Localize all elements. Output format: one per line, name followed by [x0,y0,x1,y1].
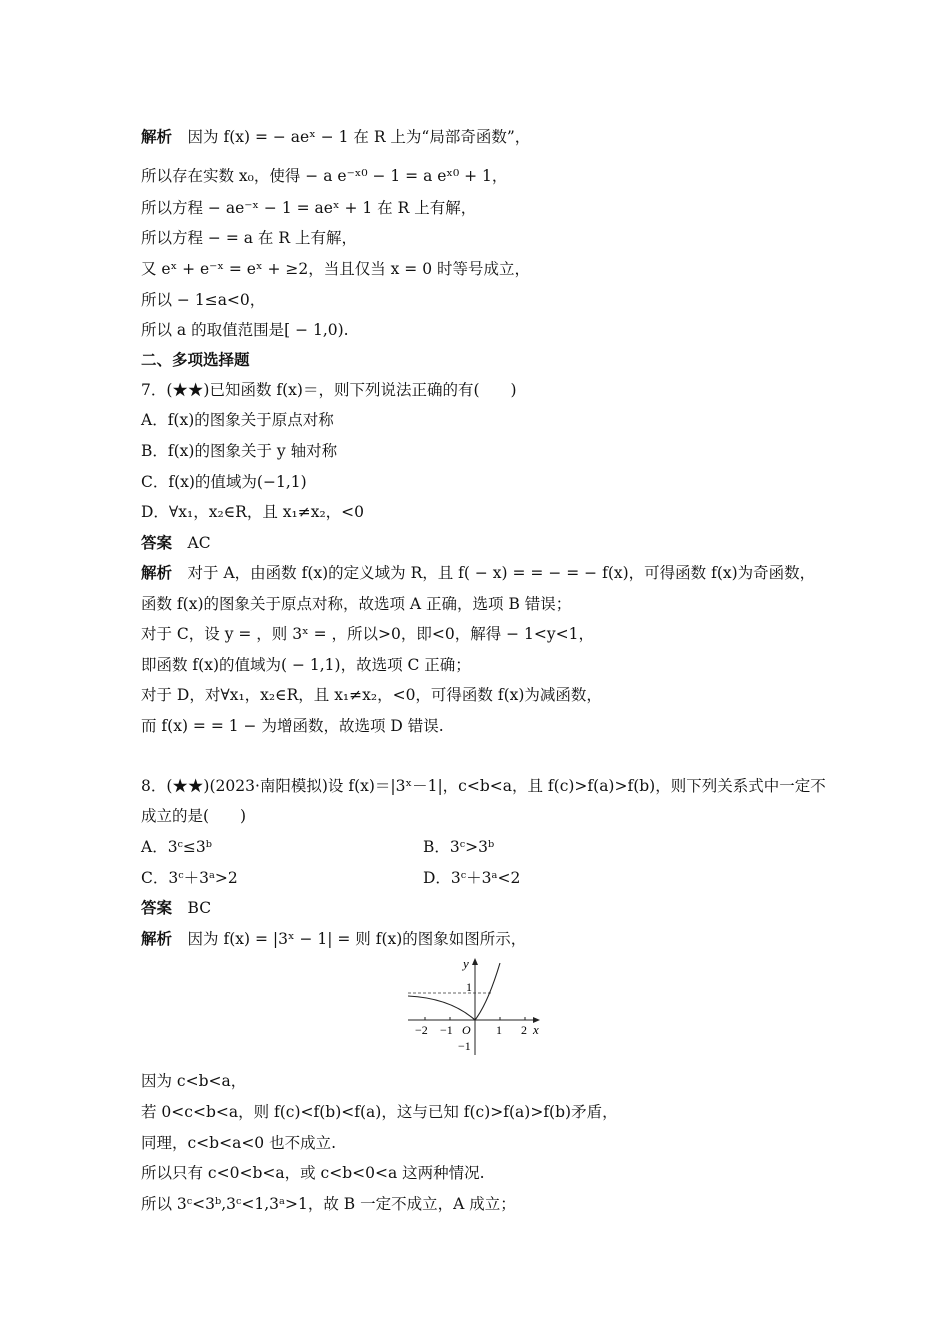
x-tick-label: −2 [415,1023,428,1037]
text-line: 而 f(x) = = 1 − 为增函数，故选项 D 错误. [141,717,444,735]
text-line: 函数 f(x)的图象关于原点对称，故选项 A 正确，选项 B 错误； [141,595,572,613]
section-heading: 二、多项选择题 [141,350,250,369]
y-tick-label-neg1: −1 [458,1039,471,1053]
analysis-label: 解析 [141,127,173,146]
analysis-line-1: 解析 因为 f(x) = − aeˣ − 1 在 R 上为“局部奇函数”， [141,127,531,146]
text-line: 因为 c<b<a， [141,1072,247,1090]
option-d: D．3ᶜ＋3ᵃ<2 [423,869,521,887]
text-line: 若 0<c<b<a，则 f(c)<f(b)<f(a)，这与已知 f(c)>f(a)>f(b)矛盾， [141,1103,618,1121]
analysis-line: 解析 对于 A，由函数 f(x)的定义域为 R，且 f( − x) = = − = − f(x)，可得函数 f(x)为奇函数， [141,563,816,582]
y-axis-label: y [463,956,469,971]
option-d: D．∀x₁，x₂∈R，且 x₁≠x₂，<0 [141,503,365,521]
text-line: 对于 C，设 y = ，则 3ˣ = ，所以>0，即<0，解得 − 1<y<1， [141,625,595,643]
text-line: 所以 − 1≤a<0， [141,291,266,309]
x-axis-label: x [533,1022,539,1037]
y-tick-label-1: 1 [466,980,472,994]
text-line: 即函数 f(x)的值域为( − 1,1)，故选项 C 正确； [141,656,471,674]
text-line: 所以方程 − ae⁻ˣ − 1 = aeˣ + 1 在 R 上有解， [141,199,477,217]
y-axis-arrow [472,958,478,965]
text-line: 所以 3ᶜ<3ᵇ,3ᶜ<1,3ᵃ>1，故 B 一定不成立，A 成立； [141,1195,516,1213]
answer-line: 答案 BC [141,898,212,917]
question-8: 8．(★★)(2023·南阳模拟)设 f(x)＝|3ˣ－1|，c<b<a，且 f(c)>f(a)>f(b)，则下列关系式中一定不 [141,777,826,795]
answer-label: 答案 [141,898,173,917]
analysis-label: 解析 [141,563,173,582]
option-b: B．f(x)的图象关于 y 轴对称 [141,442,338,460]
origin-label: O [462,1023,471,1037]
text-line: 所以只有 c<0<b<a，或 c<b<0<a 这两种情况. [141,1164,485,1182]
option-c: C．f(x)的值域为(−1,1) [141,473,307,491]
function-graph [400,955,550,1060]
text-line: 又 eˣ + e⁻ˣ = eˣ + ≥2，当且仅当 x = 0 时等号成立， [141,260,531,278]
option-a: A．3ᶜ≤3ᵇ [141,838,212,856]
analysis-label: 解析 [141,929,173,948]
text-line: 所以存在实数 x₀，使得 − a e⁻ˣ⁰ − 1 = a eˣ⁰ + 1， [141,167,508,185]
x-tick-label: 1 [496,1023,502,1037]
option-c: C．3ᶜ＋3ᵃ>2 [141,869,238,887]
question-8-cont: 成立的是( ) [141,807,247,825]
question-7: 7．(★★)已知函数 f(x)＝，则下列说法正确的有( ) [141,381,517,399]
x-tick-label: −1 [440,1023,453,1037]
option-b: B．3ᶜ>3ᵇ [423,838,495,856]
graph-curve [408,963,500,1020]
text-line: 同理，c<b<a<0 也不成立. [141,1134,337,1152]
answer-line: 答案 AC [141,533,211,552]
text-line: 所以 a 的取值范围是[ − 1,0). [141,321,349,339]
x-tick-label: 2 [521,1023,527,1037]
option-a: A．f(x)的图象关于原点对称 [141,411,334,429]
analysis-line: 解析 因为 f(x) = |3ˣ − 1| = 则 f(x)的图象如图所示， [141,929,527,948]
text-line: 所以方程 − = a 在 R 上有解， [141,229,357,247]
answer-label: 答案 [141,533,173,552]
text-line: 对于 D，对∀x₁，x₂∈R，且 x₁≠x₂，<0，可得函数 f(x)为减函数， [141,686,602,704]
